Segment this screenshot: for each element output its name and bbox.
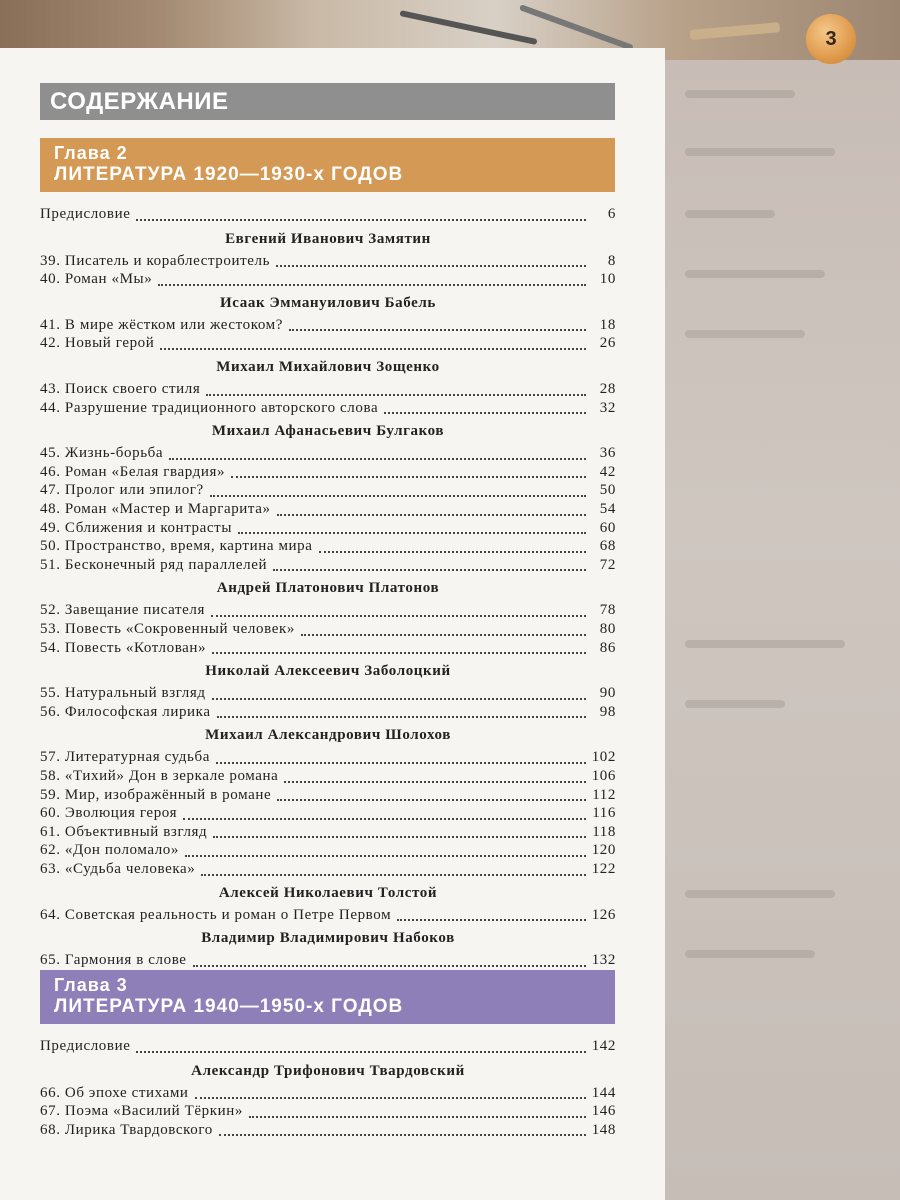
leader-dots bbox=[216, 762, 586, 764]
entry-title: 67. Поэма «Василий Тёркин» bbox=[40, 1103, 244, 1120]
chapter-label: Глава 2 bbox=[54, 143, 128, 163]
leader-dots bbox=[231, 476, 586, 478]
entry-title: 50. Пространство, время, картина мира bbox=[40, 538, 313, 555]
entry-page: 42 bbox=[599, 463, 616, 480]
entry-title: 51. Бесконечный ряд параллелей bbox=[40, 556, 268, 573]
entry-page: 6 bbox=[607, 206, 616, 222]
chapter-label: Глава 3 bbox=[54, 975, 128, 995]
entry-title: 40. Роман «Мы» bbox=[40, 271, 153, 288]
entry-title: 56. Философская лирика bbox=[40, 703, 211, 720]
entry-title: 68. Лирика Твардовского bbox=[40, 1121, 213, 1138]
toc-entry[interactable] bbox=[40, 445, 616, 464]
leader-dots bbox=[195, 1097, 586, 1099]
toc-entry[interactable] bbox=[40, 842, 616, 861]
leader-dots bbox=[158, 284, 586, 286]
leader-dots bbox=[276, 265, 586, 267]
entry-page: 126 bbox=[591, 906, 616, 923]
toc-entry[interactable] bbox=[40, 621, 616, 640]
entry-page: 120 bbox=[591, 842, 616, 859]
leader-dots bbox=[217, 716, 586, 718]
toc-entry[interactable] bbox=[40, 520, 616, 539]
toc-entry[interactable] bbox=[40, 952, 616, 971]
leader-dots bbox=[397, 919, 586, 921]
leader-dots bbox=[193, 965, 586, 967]
leader-dots bbox=[319, 551, 586, 553]
author-heading: Александр Трифонович Твардовский bbox=[191, 1062, 465, 1079]
entry-title: 48. Роман «Мастер и Маргарита» bbox=[40, 501, 271, 517]
leader-dots bbox=[201, 874, 585, 876]
entry-page: 80 bbox=[599, 621, 616, 637]
entry-page: 60 bbox=[599, 519, 616, 536]
leader-dots bbox=[212, 652, 586, 654]
author-heading: Владимир Владимирович Набоков bbox=[201, 930, 455, 947]
leader-dots bbox=[277, 514, 586, 516]
toc-entry[interactable] bbox=[40, 907, 616, 926]
leader-dots bbox=[210, 495, 586, 497]
pen-decoration bbox=[399, 10, 537, 45]
entry-title: 52. Завещание писателя bbox=[40, 602, 205, 619]
entry-title: 53. Повесть «Сокровенный человек» bbox=[40, 621, 295, 637]
entry-title: 43. Поиск своего стиля bbox=[40, 381, 201, 397]
toc-entry[interactable] bbox=[40, 271, 616, 290]
entry-page: 106 bbox=[591, 768, 616, 784]
entry-page: 112 bbox=[592, 786, 616, 803]
entry-title: Предисловие bbox=[40, 1038, 131, 1054]
page-number-badge: 3 bbox=[806, 14, 856, 64]
leader-dots bbox=[169, 458, 586, 460]
entry-page: 32 bbox=[599, 399, 616, 416]
leader-dots bbox=[301, 634, 586, 636]
author-heading: Михаил Александрович Шолохов bbox=[205, 727, 451, 744]
entry-page: 132 bbox=[591, 952, 616, 969]
leader-dots bbox=[213, 836, 586, 838]
entry-page: 118 bbox=[592, 823, 616, 840]
entry-page: 78 bbox=[599, 602, 616, 619]
toc-entry[interactable] bbox=[40, 749, 616, 768]
author-heading: Михаил Афанасьевич Булгаков bbox=[211, 423, 445, 440]
entry-title: 64. Советская реальность и роман о Петре Первом bbox=[40, 906, 392, 923]
entry-title: 55. Натуральный взгляд bbox=[40, 685, 206, 702]
toc-entry[interactable] bbox=[40, 1103, 616, 1122]
chapter-title: ЛИТЕРАТУРА 1940—1950-х ГОДОВ bbox=[54, 996, 404, 1017]
entry-page: 36 bbox=[599, 445, 616, 462]
entry-page: 54 bbox=[599, 501, 616, 517]
leader-dots bbox=[249, 1116, 586, 1118]
entry-title: 63. «Судьба человека» bbox=[40, 861, 196, 877]
author-heading: Михаил Михайлович Зощенко bbox=[216, 359, 440, 375]
toc-preface[interactable] bbox=[40, 1038, 616, 1057]
page-title: СОДЕРЖАНИЕ bbox=[40, 83, 615, 120]
toc-entry[interactable] bbox=[40, 602, 616, 621]
toc-entry[interactable] bbox=[40, 464, 616, 483]
entry-title: 41. В мире жёстком или жестоком? bbox=[40, 316, 283, 333]
chapter-title: ЛИТЕРАТУРА 1920—1930-х ГОДОВ bbox=[54, 164, 404, 185]
entry-title: Предисловие bbox=[40, 206, 131, 222]
toc-preface[interactable] bbox=[40, 206, 616, 225]
entry-title: 62. «Дон поломало» bbox=[40, 842, 180, 859]
entry-page: 86 bbox=[599, 639, 616, 656]
toc-entry[interactable] bbox=[40, 317, 616, 336]
entry-page: 142 bbox=[591, 1038, 616, 1054]
pen-decoration bbox=[519, 4, 634, 51]
leader-dots bbox=[160, 348, 586, 350]
leader-dots bbox=[136, 1051, 585, 1053]
entry-page: 26 bbox=[599, 335, 616, 352]
leader-dots bbox=[284, 781, 585, 783]
chapter-header bbox=[40, 970, 615, 1024]
entry-title: 65. Гармония в слове bbox=[40, 952, 187, 969]
entry-page: 116 bbox=[592, 805, 616, 822]
toc-entry[interactable] bbox=[40, 381, 616, 400]
leader-dots bbox=[289, 329, 586, 331]
leader-dots bbox=[238, 532, 586, 534]
entry-page: 144 bbox=[591, 1084, 616, 1101]
entry-page: 148 bbox=[591, 1121, 616, 1138]
toc-entry[interactable] bbox=[40, 768, 616, 787]
next-page-edge bbox=[665, 60, 900, 1200]
toc-entry[interactable] bbox=[40, 501, 616, 520]
toc-entry[interactable] bbox=[40, 538, 616, 557]
leader-dots bbox=[185, 855, 586, 857]
entry-title: 49. Сближения и контрасты bbox=[40, 519, 233, 536]
entry-title: 47. Пролог или эпилог? bbox=[40, 482, 204, 499]
leader-dots bbox=[384, 412, 586, 414]
toc-entry[interactable] bbox=[40, 557, 616, 576]
author-heading: Евгений Иванович Замятин bbox=[225, 230, 431, 247]
toc-entry[interactable] bbox=[40, 1085, 616, 1104]
entry-title: 39. Писатель и кораблестроитель bbox=[40, 252, 271, 269]
entry-title: 57. Литературная судьба bbox=[40, 749, 210, 766]
entry-page: 98 bbox=[599, 703, 616, 720]
entry-page: 8 bbox=[607, 252, 616, 269]
toc-entry[interactable] bbox=[40, 704, 616, 723]
entry-page: 68 bbox=[599, 538, 616, 555]
toc-entry[interactable] bbox=[40, 1122, 616, 1141]
leader-dots bbox=[206, 394, 586, 396]
leader-dots bbox=[273, 569, 586, 571]
author-heading: Исаак Эммануилович Бабель bbox=[220, 294, 436, 311]
toc-entry[interactable] bbox=[40, 253, 616, 272]
toc-entry[interactable] bbox=[40, 640, 616, 659]
leader-dots bbox=[212, 698, 586, 700]
entry-page: 72 bbox=[599, 556, 616, 573]
leader-dots bbox=[136, 219, 586, 221]
entry-title: 46. Роман «Белая гвардия» bbox=[40, 463, 226, 480]
toc-entry[interactable] bbox=[40, 824, 616, 843]
leader-dots bbox=[219, 1134, 586, 1136]
leader-dots bbox=[183, 818, 586, 820]
entry-title: 59. Мир, изображённый в романе bbox=[40, 786, 272, 803]
entry-page: 146 bbox=[591, 1103, 616, 1120]
toc-entry[interactable] bbox=[40, 482, 616, 501]
entry-page: 90 bbox=[599, 685, 616, 702]
leader-dots bbox=[211, 615, 586, 617]
entry-title: 45. Жизнь-борьба bbox=[40, 445, 164, 462]
toc-page bbox=[0, 48, 665, 1200]
entry-page: 28 bbox=[599, 381, 616, 397]
author-heading: Андрей Платонович Платонов bbox=[216, 580, 440, 597]
entry-page: 50 bbox=[599, 482, 616, 499]
toc-entry[interactable] bbox=[40, 787, 616, 806]
leader-dots bbox=[277, 799, 586, 801]
entry-title: 66. Об эпохе стихами bbox=[40, 1084, 189, 1101]
toc-entry[interactable] bbox=[40, 861, 616, 880]
entry-title: 61. Объективный взгляд bbox=[40, 823, 208, 840]
entry-title: 54. Повесть «Котлован» bbox=[40, 639, 207, 656]
author-heading: Алексей Николаевич Толстой bbox=[218, 884, 438, 901]
scroll-decoration bbox=[690, 22, 781, 40]
toc-entry[interactable] bbox=[40, 805, 616, 824]
entry-page: 122 bbox=[591, 861, 616, 877]
entry-page: 102 bbox=[591, 749, 616, 766]
entry-title: 58. «Тихий» Дон в зеркале романа bbox=[40, 768, 279, 784]
entry-page: 10 bbox=[599, 271, 616, 288]
entry-page: 18 bbox=[599, 316, 616, 333]
entry-title: 42. Новый герой bbox=[40, 335, 155, 352]
entry-title: 44. Разрушение традиционного авторского слова bbox=[40, 399, 379, 416]
toc-entry[interactable] bbox=[40, 685, 616, 704]
author-heading: Николай Алексеевич Заболоцкий bbox=[205, 663, 451, 680]
toc-entry[interactable] bbox=[40, 400, 616, 419]
chapter-header bbox=[40, 138, 615, 192]
toc-entry[interactable] bbox=[40, 335, 616, 354]
entry-title: 60. Эволюция героя bbox=[40, 805, 178, 822]
